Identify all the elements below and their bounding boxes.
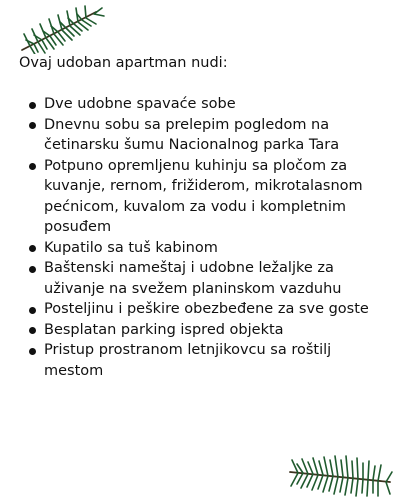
list-item-garden-furniture [26,258,386,299]
list-item-gazebo [26,340,386,381]
list-item-text: Potpuno opremljenu kuhinju sa pločom za kuvanje, rernom, frižiderom, mikrotalasnom pećnicom, kuvalom za vodu i kompletnim posuđem [44,157,363,235]
pine-branch-top-icon [16,4,106,54]
list-item-parking [26,320,386,341]
bullet-icon [29,348,36,355]
amenities-list [26,94,386,381]
list-item-linens [26,299,386,320]
list-item-text: Pristup prostranom letnjikovcu sa roštilj mestom [44,342,332,379]
bullet-icon [29,163,36,170]
list-item-living-room [26,115,386,156]
bullet-icon [29,245,36,252]
list-item-bedrooms [26,94,386,115]
list-item-text: Dve udobne spavaće sobe [44,96,236,112]
list-item-text: Besplatan parking ispred objekta [44,321,284,338]
bullet-icon [29,327,36,334]
intro-text: Ovaj udoban apartman nudi: [19,55,228,71]
list-item-text: Posteljinu i peškire obezbeđene za sve goste [44,301,369,317]
list-item-text: Dnevnu sobu sa prelepim pogledom na četinarsku šumu Nacionalnog parka Tara [44,116,340,153]
bullet-icon [29,266,36,273]
bullet-icon [29,307,36,314]
list-item-text: Kupatilo sa tuš kabinom [44,239,218,256]
pine-branch-bottom-icon [286,442,396,498]
list-item-text: Baštenski nameštaj i udobne ležaljke za uživanje na svežem planinskom vazduhu [44,260,342,297]
bullet-icon [29,122,36,129]
list-item-bathroom [26,238,386,259]
list-item-kitchen [26,156,386,238]
bullet-icon [29,102,36,109]
